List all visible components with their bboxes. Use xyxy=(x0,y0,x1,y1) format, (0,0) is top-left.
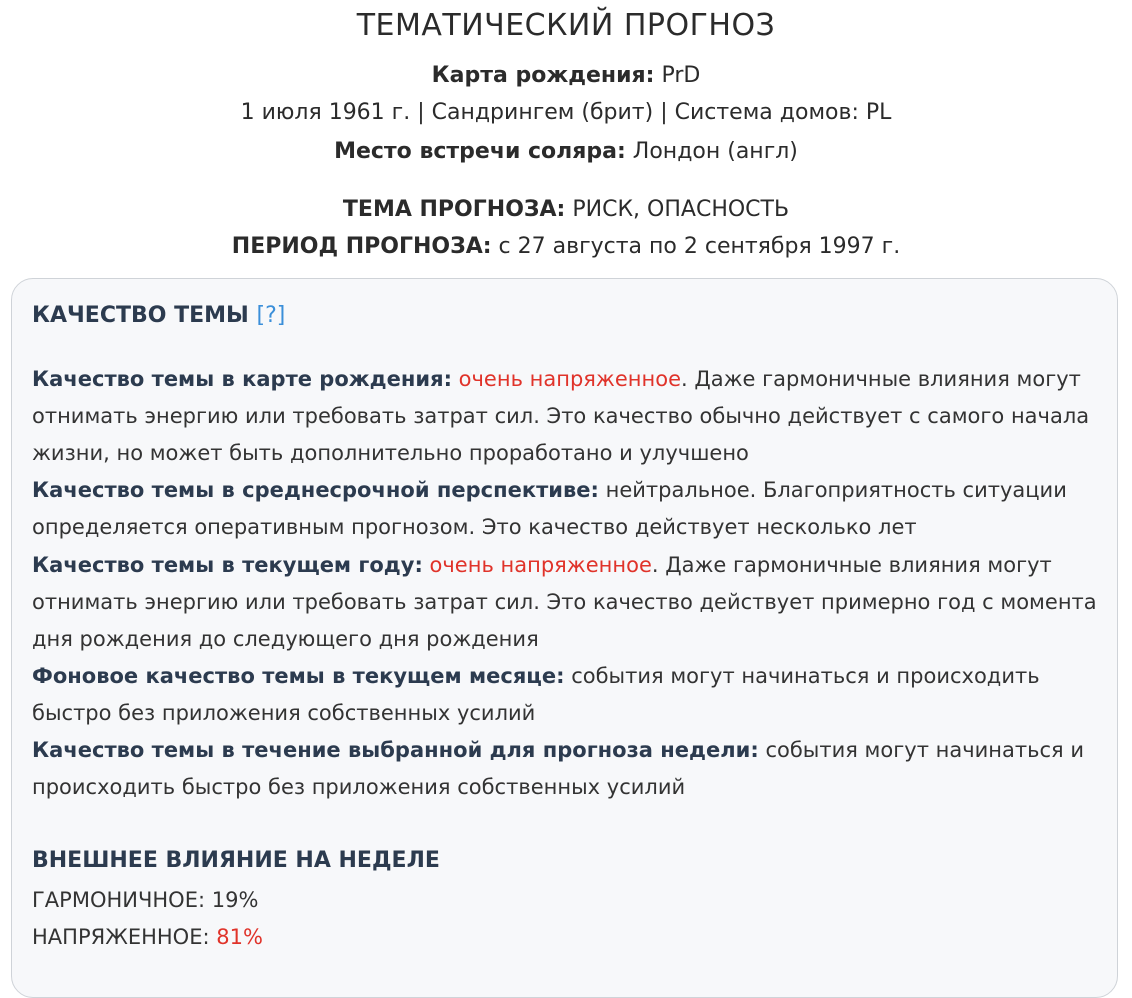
theme-quality-panel xyxy=(11,278,1118,998)
quality-item-text: . Даже гармоничные влияния могут отнимать энергию или требовать затрат сил. Это качество обычно действует с самого начала жизни, но может быть дополнительно проработано и улучшено xyxy=(32,367,1090,465)
natal-details: 1 июля 1961 г. | Сандрингем (брит) | Система домов: PL xyxy=(240,100,892,125)
quality-item-month xyxy=(32,658,1100,732)
quality-item-label: Фоновое качество темы в текущем месяце: xyxy=(32,664,565,688)
solar-location-value: Лондон (англ) xyxy=(625,139,798,164)
quality-heading xyxy=(32,303,285,328)
natal-chart-value: PrD xyxy=(654,63,701,88)
natal-chart-line xyxy=(0,61,1132,91)
quality-help-link[interactable]: [?] xyxy=(256,303,286,328)
quality-item-midterm xyxy=(32,472,1100,546)
forecast-theme-value: РИСК, ОПАСНОСТЬ xyxy=(565,197,790,222)
forecast-theme-label: ТЕМА ПРОГНОЗА: xyxy=(342,197,566,222)
page-title: ТЕМАТИЧЕСКИЙ ПРОГНОЗ xyxy=(356,8,776,43)
solar-location-line xyxy=(0,137,1132,167)
forecast-period-line xyxy=(0,232,1132,262)
quality-item-year xyxy=(32,547,1100,658)
tense-stat xyxy=(32,919,263,956)
quality-item-label: Качество темы в среднесрочной перспективе: xyxy=(32,478,599,502)
harmonic-value: 19% xyxy=(211,888,259,912)
quality-item-text: . Даже гармоничные влияния могут отнимать энергию или требовать затрат сил. Это качество действует примерно год с момента дня рождения до следующего дня рождения xyxy=(32,553,1097,651)
forecast-theme-line xyxy=(0,195,1132,225)
quality-item-value: нейтральное xyxy=(605,478,750,502)
forecast-period-value: с 27 августа по 2 сентября 1997 г. xyxy=(491,234,901,259)
quality-item-value: очень напряженное xyxy=(458,367,681,391)
quality-heading-text: КАЧЕСТВО ТЕМЫ xyxy=(32,303,249,328)
tense-label: НАПРЯЖЕННОЕ: xyxy=(32,925,210,949)
quality-item-week xyxy=(32,732,1100,806)
tense-value: 81% xyxy=(216,925,263,949)
natal-chart-label: Карта рождения: xyxy=(431,63,655,88)
quality-item-label: Качество темы в течение выбранной для прогноза недели: xyxy=(32,738,759,762)
solar-location-label: Место встречи соляра: xyxy=(334,139,626,164)
quality-item-value: события могут начинаться и происходить быстро без приложения собственных усилий xyxy=(32,738,1084,799)
harmonic-stat xyxy=(32,882,258,919)
forecast-period-label: ПЕРИОД ПРОГНОЗА: xyxy=(231,234,492,259)
quality-item-natal xyxy=(32,361,1100,472)
quality-item-label: Качество темы в текущем году: xyxy=(32,553,423,577)
quality-item-text: . Благоприятность ситуации определяется оперативным прогнозом. Это качество действует несколько лет xyxy=(32,478,1067,539)
quality-item-value: очень напряженное xyxy=(429,553,652,577)
external-influence-heading: ВНЕШНЕЕ ВЛИЯНИЕ НА НЕДЕЛЕ xyxy=(32,848,440,873)
quality-item-label: Качество темы в карте рождения: xyxy=(32,367,452,391)
quality-item-value: события могут начинаться и происходить быстро без приложения собственных усилий xyxy=(32,664,1040,725)
harmonic-label: ГАРМОНИЧНОЕ: xyxy=(32,888,206,912)
